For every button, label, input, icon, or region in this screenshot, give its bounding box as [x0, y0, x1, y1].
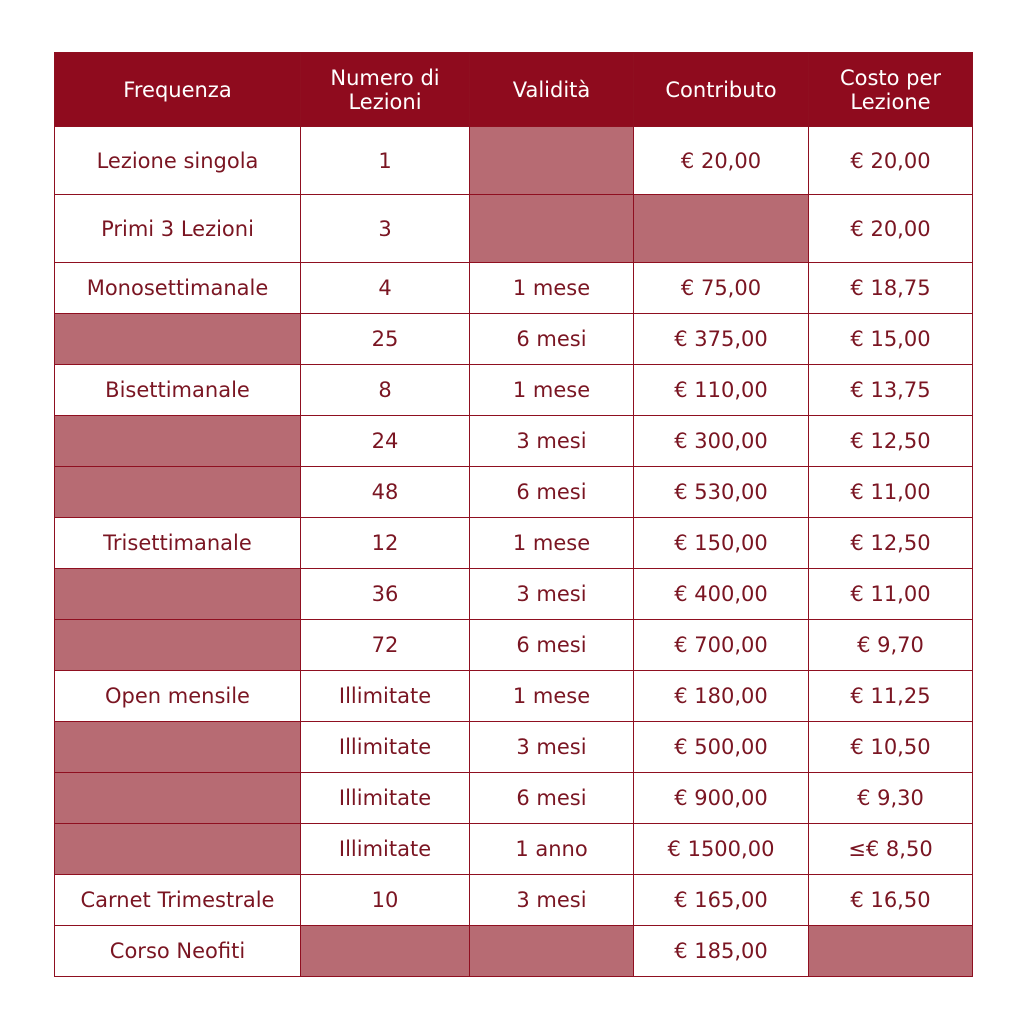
- validita-cell: [470, 195, 634, 263]
- table-row: [55, 569, 973, 620]
- column-header-label: Costo per Lezione: [839, 65, 942, 114]
- costo-cell: € 16,50: [809, 875, 973, 926]
- lezioni-cell: 36: [301, 569, 470, 620]
- lezioni-cell: 48: [301, 467, 470, 518]
- validita-cell: 6 mesi: [470, 620, 634, 671]
- lezioni-cell: 4: [301, 263, 470, 314]
- validita-cell: 1 mese: [470, 365, 634, 416]
- contributo-cell: € 375,00: [634, 314, 809, 365]
- frequenza-cell: Open mensile: [55, 671, 301, 722]
- lezioni-cell: 24: [301, 416, 470, 467]
- table-row: [55, 722, 973, 773]
- contributo-cell: € 75,00: [634, 263, 809, 314]
- lezioni-cell: 8: [301, 365, 470, 416]
- validita-cell: 6 mesi: [470, 773, 634, 824]
- table-body: [55, 127, 973, 977]
- frequenza-cell: [55, 569, 301, 620]
- validita-cell: 6 mesi: [470, 314, 634, 365]
- contributo-cell: € 150,00: [634, 518, 809, 569]
- frequenza-cell: [55, 620, 301, 671]
- validita-cell: 3 mesi: [470, 875, 634, 926]
- lezioni-cell: 72: [301, 620, 470, 671]
- contributo-cell: [634, 195, 809, 263]
- table-row: [55, 263, 973, 314]
- costo-cell: € 9,70: [809, 620, 973, 671]
- validita-cell: 1 mese: [470, 518, 634, 569]
- table-row: [55, 824, 973, 875]
- frequenza-cell: Trisettimanale: [55, 518, 301, 569]
- contributo-cell: € 180,00: [634, 671, 809, 722]
- header-row: [55, 53, 973, 127]
- frequenza-cell: [55, 314, 301, 365]
- lezioni-cell: Illimitate: [301, 824, 470, 875]
- costo-cell: € 11,00: [809, 467, 973, 518]
- contributo-cell: € 400,00: [634, 569, 809, 620]
- costo-cell: € 20,00: [809, 127, 973, 195]
- table-row: [55, 467, 973, 518]
- lezioni-cell: Illimitate: [301, 671, 470, 722]
- frequenza-cell: [55, 416, 301, 467]
- frequenza-cell: Lezione singola: [55, 127, 301, 195]
- costo-cell: € 12,50: [809, 518, 973, 569]
- validita-cell: [470, 926, 634, 977]
- contributo-cell: € 300,00: [634, 416, 809, 467]
- validita-cell: [470, 127, 634, 195]
- validita-cell: 3 mesi: [470, 569, 634, 620]
- validita-cell: 6 mesi: [470, 467, 634, 518]
- contributo-cell: € 500,00: [634, 722, 809, 773]
- contributo-cell: € 530,00: [634, 467, 809, 518]
- costo-cell: [809, 926, 973, 977]
- table-row: [55, 671, 973, 722]
- contributo-cell: € 20,00: [634, 127, 809, 195]
- costo-cell: € 13,75: [809, 365, 973, 416]
- frequenza-cell: Carnet Trimestrale: [55, 875, 301, 926]
- frequenza-cell: Bisettimanale: [55, 365, 301, 416]
- lezioni-cell: 1: [301, 127, 470, 195]
- costo-cell: € 11,25: [809, 671, 973, 722]
- validita-cell: 1 anno: [470, 824, 634, 875]
- frequenza-cell: Primi 3 Lezioni: [55, 195, 301, 263]
- frequenza-cell: [55, 773, 301, 824]
- validita-cell: 3 mesi: [470, 416, 634, 467]
- costo-cell: € 11,00: [809, 569, 973, 620]
- frequenza-cell: [55, 467, 301, 518]
- costo-cell: ≤€ 8,50: [809, 824, 973, 875]
- column-header-contributo: [634, 53, 809, 127]
- validita-cell: 1 mese: [470, 671, 634, 722]
- table-row: [55, 365, 973, 416]
- column-header-numero-lezioni: [301, 53, 470, 127]
- column-header-label: Numero di Lezioni: [330, 65, 440, 114]
- lezioni-cell: 25: [301, 314, 470, 365]
- lezioni-cell: 3: [301, 195, 470, 263]
- lezioni-cell: Illimitate: [301, 773, 470, 824]
- frequenza-cell: Monosettimanale: [55, 263, 301, 314]
- table-row: [55, 416, 973, 467]
- contributo-cell: € 900,00: [634, 773, 809, 824]
- column-header-validita: [470, 53, 634, 127]
- costo-cell: € 9,30: [809, 773, 973, 824]
- table-row: [55, 195, 973, 263]
- table-row: [55, 773, 973, 824]
- table-row: [55, 620, 973, 671]
- pricing-table: [54, 52, 973, 977]
- table-row: [55, 926, 973, 977]
- lezioni-cell: 12: [301, 518, 470, 569]
- costo-cell: € 18,75: [809, 263, 973, 314]
- contributo-cell: € 700,00: [634, 620, 809, 671]
- validita-cell: 3 mesi: [470, 722, 634, 773]
- costo-cell: € 10,50: [809, 722, 973, 773]
- frequenza-cell: [55, 722, 301, 773]
- lezioni-cell: 10: [301, 875, 470, 926]
- column-header-label: Validità: [512, 77, 591, 102]
- contributo-cell: € 165,00: [634, 875, 809, 926]
- costo-cell: € 12,50: [809, 416, 973, 467]
- column-header-costo-lezione: [809, 53, 973, 127]
- table-row: [55, 314, 973, 365]
- lezioni-cell: [301, 926, 470, 977]
- frequenza-cell: [55, 824, 301, 875]
- contributo-cell: € 185,00: [634, 926, 809, 977]
- validita-cell: 1 mese: [470, 263, 634, 314]
- costo-cell: € 20,00: [809, 195, 973, 263]
- column-header-label: Contributo: [665, 77, 777, 102]
- contributo-cell: € 1500,00: [634, 824, 809, 875]
- column-header-frequenza: [55, 53, 301, 127]
- table-row: [55, 875, 973, 926]
- costo-cell: € 15,00: [809, 314, 973, 365]
- contributo-cell: € 110,00: [634, 365, 809, 416]
- frequenza-cell: Corso Neofiti: [55, 926, 301, 977]
- table-row: [55, 518, 973, 569]
- lezioni-cell: Illimitate: [301, 722, 470, 773]
- column-header-label: Frequenza: [123, 77, 232, 102]
- table-row: [55, 127, 973, 195]
